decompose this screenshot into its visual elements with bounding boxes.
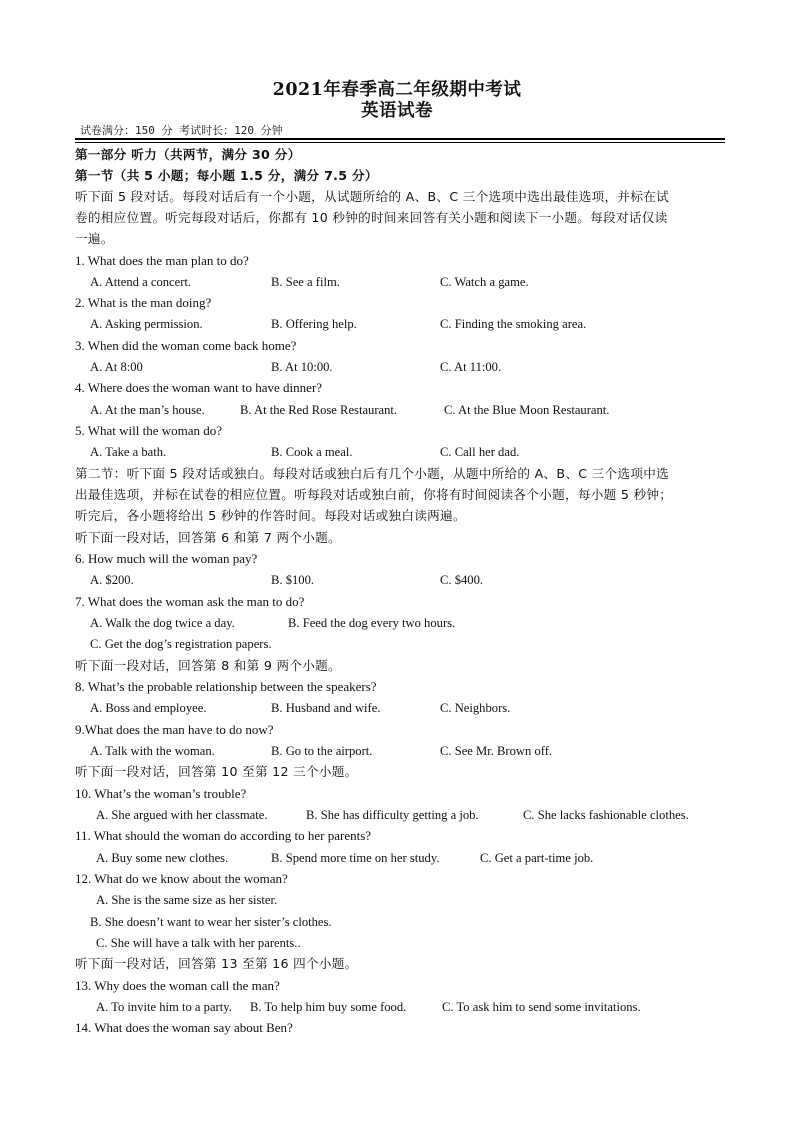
question-7: 7. What does the woman ask the man to do? xyxy=(75,594,305,609)
option-c: C. Watch a game. xyxy=(440,275,529,289)
option-b: B. Feed the dog every two hours. xyxy=(288,616,456,630)
option-b: B. At 10:00. xyxy=(271,360,333,374)
question-2: 2. What is the man doing? xyxy=(75,295,212,310)
section1-title: 第一节（共 5 小题；每小题 1.5 分，满分 7.5 分） xyxy=(75,168,378,183)
option-b: B. Offering help. xyxy=(271,317,357,331)
option-c: C. Get a part-time job. xyxy=(480,851,594,865)
question-8: 8. What’s the probable relationship between the speakers? xyxy=(75,679,377,694)
option-b: B. Go to the airport. xyxy=(271,744,373,758)
option-a: A. To invite him to a party. xyxy=(96,1000,232,1014)
option-c: C. To ask him to send some invitations. xyxy=(442,1000,641,1014)
option-a: A. She argued with her classmate. xyxy=(96,808,268,822)
option-b: B. She doesn’t want to wear her sister’s clothes. xyxy=(90,915,332,929)
option-a: A. Talk with the woman. xyxy=(90,744,215,758)
option-a: A. She is the same size as her sister. xyxy=(96,893,278,907)
question-9: 9.What does the man have to do now? xyxy=(75,722,274,737)
option-b: B. Husband and wife. xyxy=(271,701,381,715)
option-c: C. Call her dad. xyxy=(440,445,520,459)
section1-instruction: 一遍。 xyxy=(75,231,114,246)
section1-instruction: 听下面 5 段对话。每段对话后有一个小题，从试题所给的 A、B、C 三个选项中选出最佳选项，并标在试 xyxy=(75,189,670,204)
header-rule-thin xyxy=(75,142,725,143)
group-instruction: 听下面一段对话，回答第 6 和第 7 两个小题。 xyxy=(75,530,341,545)
exam-info: 试卷满分：150 分 考试时长：120 分钟 xyxy=(80,124,283,137)
option-c: C. At 11:00. xyxy=(440,360,502,374)
option-c: C. At the Blue Moon Restaurant. xyxy=(444,403,610,417)
option-c: C. Finding the smoking area. xyxy=(440,317,587,331)
group-instruction: 听下面一段对话，回答第 8 和第 9 两个小题。 xyxy=(75,658,341,673)
question-13: 13. Why does the woman call the man? xyxy=(75,978,280,993)
option-a: A. Take a bath. xyxy=(90,445,167,459)
option-c: C. $400. xyxy=(440,573,484,587)
option-c: C. She lacks fashionable clothes. xyxy=(523,808,689,822)
question-10: 10. What’s the woman’s trouble? xyxy=(75,786,247,801)
option-a: A. Boss and employee. xyxy=(90,701,207,715)
section2-instruction: 听完后，各小题将给出 5 秒钟的作答时间。每段对话或独白读两遍。 xyxy=(75,508,466,523)
section1-instruction: 卷的相应位置。听完每段对话后，你都有 10 秒钟的时间来回答有关小题和阅读下一小题。每段对话仅读 xyxy=(75,210,668,225)
option-a: A. At 8:00 xyxy=(90,360,143,374)
question-11: 11. What should the woman do according to her parents? xyxy=(75,828,372,843)
option-b: B. Cook a meal. xyxy=(271,445,353,459)
option-a: A. $200. xyxy=(90,573,134,587)
header-rule-thick xyxy=(75,138,725,140)
question-12: 12. What do we know about the woman? xyxy=(75,871,288,886)
option-a: A. At the man’s house. xyxy=(90,403,205,417)
option-a: A. Attend a concert. xyxy=(90,275,192,289)
section2-instruction: 出最佳选项，并标在试卷的相应位置。听每段对话或独白前，你将有时间阅读各个小题，每小题 5 秒钟； xyxy=(75,487,673,502)
question-14: 14. What does the woman say about Ben? xyxy=(75,1020,293,1035)
option-a: A. Buy some new clothes. xyxy=(96,851,229,865)
question-5: 5. What will the woman do? xyxy=(75,423,223,438)
question-6: 6. How much will the woman pay? xyxy=(75,551,258,566)
option-b: B. To help him buy some food. xyxy=(250,1000,407,1014)
option-b: B. Spend more time on her study. xyxy=(271,851,440,865)
part-title: 第一部分 听力（共两节，满分 30 分） xyxy=(75,147,301,162)
option-c: C. Get the dog’s registration papers. xyxy=(90,637,272,651)
option-a: A. Walk the dog twice a day. xyxy=(90,616,235,630)
exam-title: 2021年春季高二年级期中考试 xyxy=(272,80,522,100)
option-c: C. Neighbors. xyxy=(440,701,511,715)
group-instruction: 听下面一段对话，回答第 10 至第 12 三个小题。 xyxy=(75,764,358,779)
section2-instruction: 第二节：听下面 5 段对话或独白。每段对话或独白后有几个小题，从题中所给的 A、B、C 三个选项中选 xyxy=(75,466,670,481)
option-c: C. See Mr. Brown off. xyxy=(440,744,553,758)
option-c: C. She will have a talk with her parents.. xyxy=(96,936,301,950)
question-4: 4. Where does the woman want to have dinner? xyxy=(75,380,323,395)
group-instruction: 听下面一段对话，回答第 13 至第 16 四个小题。 xyxy=(75,956,358,971)
question-1: 1. What does the man plan to do? xyxy=(75,253,249,268)
exam-subtitle: 英语试卷 xyxy=(361,101,433,121)
option-a: A. Asking permission. xyxy=(90,317,203,331)
option-b: B. $100. xyxy=(271,573,315,587)
option-b: B. See a film. xyxy=(271,275,340,289)
option-b: B. At the Red Rose Restaurant. xyxy=(240,403,398,417)
question-3: 3. When did the woman come back home? xyxy=(75,338,297,353)
option-b: B. She has difficulty getting a job. xyxy=(306,808,479,822)
